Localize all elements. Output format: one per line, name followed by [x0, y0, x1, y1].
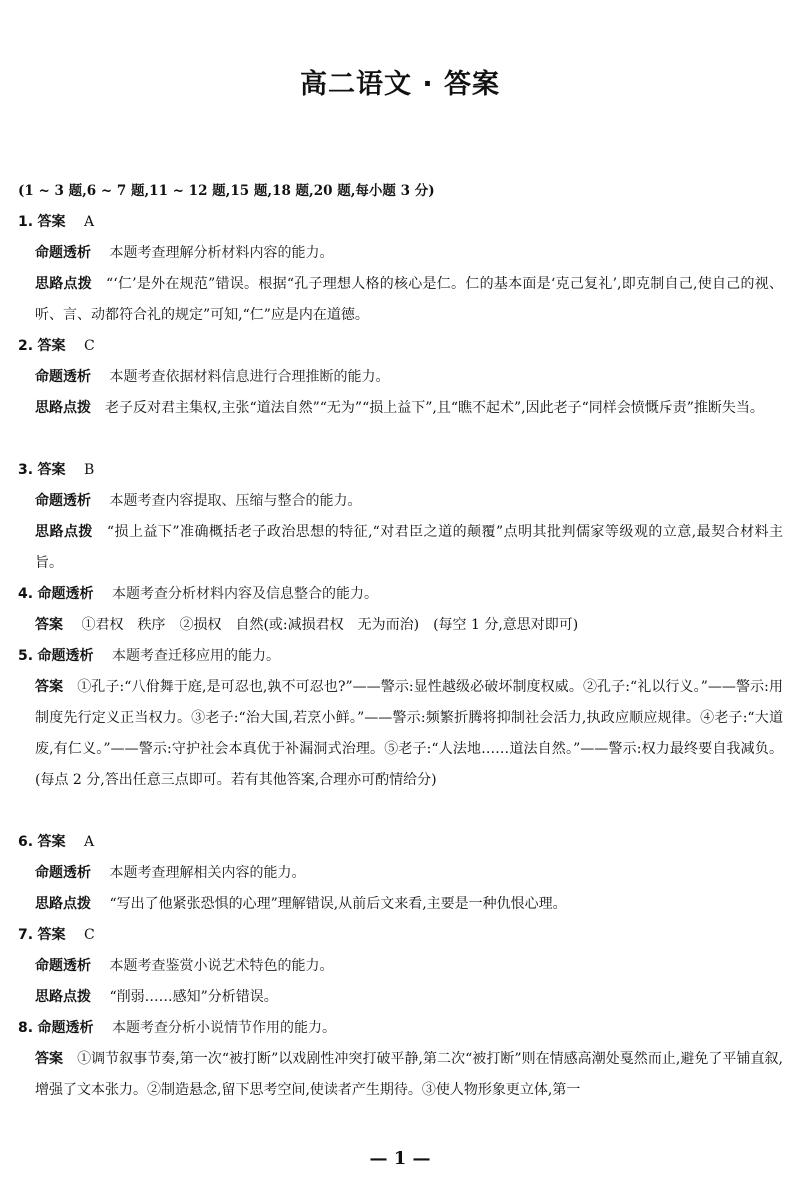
q4-touxi-label: 命题透析 — [37, 586, 94, 602]
q1-silu-label: 思路点拨 — [35, 276, 93, 292]
q7-silu-text: “削弱……感知”分析错误。 — [109, 989, 278, 1005]
q2-touxi-text: 本题考查依据材料信息进行合理推断的能力。 — [109, 369, 390, 385]
q5-answer-text: ①孔子:“八佾舞于庭,是可忍也,孰不可忍也?”——警示:显性越级必破坏制度权威。②孔子:“礼以行义。”——警示:用制度先行定义正当权力。③老子:“治大国,若烹小鲜。”——警示:频繁折腾将抑制社会活力,执政应顺应规律。④老子:“大道废,有仁义。”——警示:守护社会本真优于补漏洞式治理。⑤老子:“人法地……道法自然。”——警示:权力最终要自我减负。(每点 2 分,答出任意三点即可。若有其他答案,合理亦可酌情给分) — [35, 679, 783, 788]
q6-answer-label: 答案 — [37, 834, 66, 850]
q8-touxi-text: 本题考查分析小说情节作用的能力。 — [111, 1020, 336, 1036]
q1-answer-label: 答案 — [37, 214, 66, 230]
q1-silu-row — [18, 269, 783, 331]
q8-answer-text: ①调节叙事节奏,第一次“被打断”以戏剧性冲突打破平静,第二次“被打断”则在情感高潮处戛然而止,避免了平铺直叙,增强了文本张力。②制造悬念,留下思考空间,使读者产生期待。③使人物形象更立体,第一 — [35, 1051, 783, 1098]
q7-touxi-text: 本题考查鉴赏小说艺术特色的能力。 — [109, 958, 334, 974]
q7-touxi-label: 命题透析 — [35, 958, 91, 974]
q5-touxi-row — [18, 641, 783, 672]
q4-answer-row — [18, 610, 783, 641]
q3-answer-value: B — [83, 462, 95, 478]
q1-number: 1. — [18, 214, 34, 230]
page-number: — 1 — — [369, 1148, 431, 1169]
q3-silu-label: 思路点拨 — [35, 524, 93, 540]
q3-silu-row — [18, 517, 783, 579]
q8-touxi-label: 命题透析 — [37, 1020, 94, 1036]
q3-touxi-text: 本题考查内容提取、压缩与整合的能力。 — [109, 493, 362, 509]
q6-answer-value: A — [83, 834, 95, 850]
q6-silu-text: “写出了他紧张恐惧的心理”理解错误,从前后文来看,主要是一种仇恨心理。 — [109, 896, 567, 912]
q2-touxi-row — [18, 362, 783, 393]
q6-touxi-text: 本题考查理解相关内容的能力。 — [109, 865, 306, 881]
q1-touxi-text: 本题考查理解分析材料内容的能力。 — [109, 245, 334, 261]
q6-touxi-row — [18, 858, 783, 889]
q1-touxi-row — [18, 238, 783, 269]
q8-number: 8. — [18, 1020, 34, 1036]
q7-answer-value: C — [83, 927, 95, 943]
q1-silu-text: “‘仁’是外在规范”错误。根据“孔子理想人格的核心是仁。仁的基本面是‘克己复礼’,即克制自己,使自己的视、听、言、动都符合礼的规定”可知,“仁”应是内在道德。 — [35, 276, 783, 323]
q2-answer-value: C — [83, 338, 95, 354]
q1-answer-value: A — [83, 214, 95, 230]
q8-touxi-row — [18, 1013, 783, 1044]
q4-number: 4. — [18, 586, 34, 602]
q6-answer-row — [18, 827, 783, 858]
q5-touxi-text: 本题考查迁移应用的能力。 — [111, 648, 280, 664]
q3-silu-text: “损上益下”准确概括老子政治思想的特征,“对君臣之道的颠覆”点明其批判儒家等级观的立意,最契合材料主旨。 — [35, 524, 783, 571]
q6-silu-row — [18, 889, 783, 920]
q5-number: 5. — [18, 648, 34, 664]
q7-touxi-row — [18, 951, 783, 982]
q8-answer-label: 答案 — [35, 1051, 64, 1067]
q3-touxi-label: 命题透析 — [35, 493, 91, 509]
q2-silu-text: 老子反对君主集权,主张“道法自然”“无为”“损上益下”,且“瞧不起术”,因此老子“同样会愤慨斥责”推断失当。 — [105, 400, 764, 416]
q5-answer-row — [18, 672, 783, 827]
q8-answer-row — [18, 1044, 783, 1106]
answer-content — [18, 176, 783, 1106]
q3-answer-label: 答案 — [37, 462, 66, 478]
q7-number: 7. — [18, 927, 34, 943]
q4-answer-text: ①君权 秩序 ②损权 自然(或:减损君权 无为而治) (每空 1 分,意思对即可) — [81, 617, 579, 633]
q6-silu-label: 思路点拨 — [35, 896, 91, 912]
q1-answer-row — [18, 207, 783, 238]
q7-answer-row — [18, 920, 783, 951]
q5-answer-label: 答案 — [35, 679, 64, 695]
q2-touxi-label: 命题透析 — [35, 369, 91, 385]
q5-touxi-label: 命题透析 — [37, 648, 94, 664]
q6-touxi-label: 命题透析 — [35, 865, 91, 881]
q3-number: 3. — [18, 462, 34, 478]
q4-touxi-text: 本题考查分析材料内容及信息整合的能力。 — [111, 586, 378, 602]
q3-answer-row — [18, 455, 783, 486]
q7-silu-label: 思路点拨 — [35, 989, 91, 1005]
q2-answer-row — [18, 331, 783, 362]
q7-silu-row — [18, 982, 783, 1013]
q6-number: 6. — [18, 834, 34, 850]
q4-touxi-row — [18, 579, 783, 610]
scoring-note: (1 ~ 3 题,6 ~ 7 题,11 ~ 12 题,15 题,18 题,20 题,每小题 3 分) — [18, 183, 435, 199]
q1-touxi-label: 命题透析 — [35, 245, 91, 261]
q2-silu-label: 思路点拨 — [35, 400, 91, 416]
q2-answer-label: 答案 — [37, 338, 66, 354]
q4-answer-label: 答案 — [35, 617, 63, 633]
q3-touxi-row — [18, 486, 783, 517]
page-title: 高二语文 · 答案 — [299, 69, 501, 100]
q2-number: 2. — [18, 338, 34, 354]
q7-answer-label: 答案 — [37, 927, 66, 943]
q2-silu-row — [18, 393, 783, 455]
